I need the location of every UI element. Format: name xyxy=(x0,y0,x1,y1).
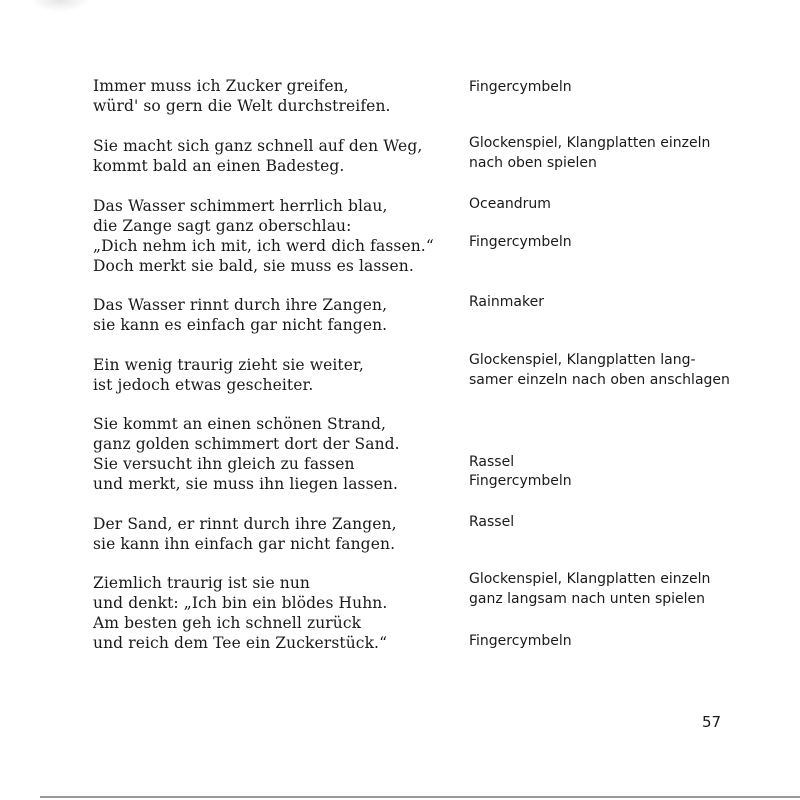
poem-line: Sie kommt an einen schönen Strand, xyxy=(93,415,387,433)
instrument-note: Fingercymbeln xyxy=(469,234,572,250)
poem-line: und denkt: „Ich bin ein blödes Huhn. xyxy=(93,594,388,612)
poem-line: „Dich nehm ich mit, ich werd dich fassen.“ xyxy=(93,237,434,255)
instrument-note: Fingercymbeln xyxy=(469,633,572,649)
page-edge-line xyxy=(40,796,800,798)
poem-line: Das Wasser schimmert herrlich blau, xyxy=(93,197,388,215)
instrument-note: Rassel xyxy=(469,454,515,470)
poem-line: Am besten geh ich schnell zurück xyxy=(93,614,362,632)
poem-line: und reich dem Tee ein Zuckerstück.“ xyxy=(93,634,388,652)
poem-line: Ein wenig traurig zieht sie weiter, xyxy=(93,356,364,374)
poem-line: Doch merkt sie bald, sie muss es lassen. xyxy=(93,257,414,275)
poem-line: Sie macht sich ganz schnell auf den Weg, xyxy=(93,137,423,155)
poem-line: sie kann es einfach gar nicht fangen. xyxy=(93,316,388,334)
poem-line: Sie versucht ihn gleich zu fassen xyxy=(93,455,355,473)
poem-line: kommt bald an einen Badesteg. xyxy=(93,157,345,175)
instrument-note: samer einzeln nach oben anschlagen xyxy=(469,372,730,388)
instrument-note: Glockenspiel, Klangplatten einzeln xyxy=(469,571,711,587)
instrument-note: Glockenspiel, Klangplatten lang- xyxy=(469,352,696,368)
poem-line: Der Sand, er rinnt durch ihre Zangen, xyxy=(93,515,397,533)
poem-line: würd' so gern die Welt durchstreifen. xyxy=(93,97,391,115)
poem-line: Ziemlich traurig ist sie nun xyxy=(93,574,311,592)
poem-line: und merkt, sie muss ihn liegen lassen. xyxy=(93,475,399,493)
poem-line: ist jedoch etwas gescheiter. xyxy=(93,376,314,394)
instrument-note: Oceandrum xyxy=(469,196,551,212)
instrument-note: Fingercymbeln xyxy=(469,79,572,95)
poem-line: ganz golden schimmert dort der Sand. xyxy=(93,435,400,453)
instrument-note: Rainmaker xyxy=(469,294,544,310)
scan-shadow xyxy=(30,0,90,12)
instrument-note: Fingercymbeln xyxy=(469,473,572,489)
instrument-note: Glockenspiel, Klangplatten einzeln xyxy=(469,135,711,151)
poem-line: die Zange sagt ganz oberschlau: xyxy=(93,217,352,235)
poem-line: sie kann ihn einfach gar nicht fangen. xyxy=(93,535,396,553)
instrument-note: Rassel xyxy=(469,514,515,530)
instrument-note: nach oben spielen xyxy=(469,155,597,171)
page-number: 57 xyxy=(702,713,722,731)
instrument-note: ganz langsam nach unten spielen xyxy=(469,591,706,607)
poem-line: Das Wasser rinnt durch ihre Zangen, xyxy=(93,296,388,314)
poem-line: Immer muss ich Zucker greifen, xyxy=(93,77,349,95)
